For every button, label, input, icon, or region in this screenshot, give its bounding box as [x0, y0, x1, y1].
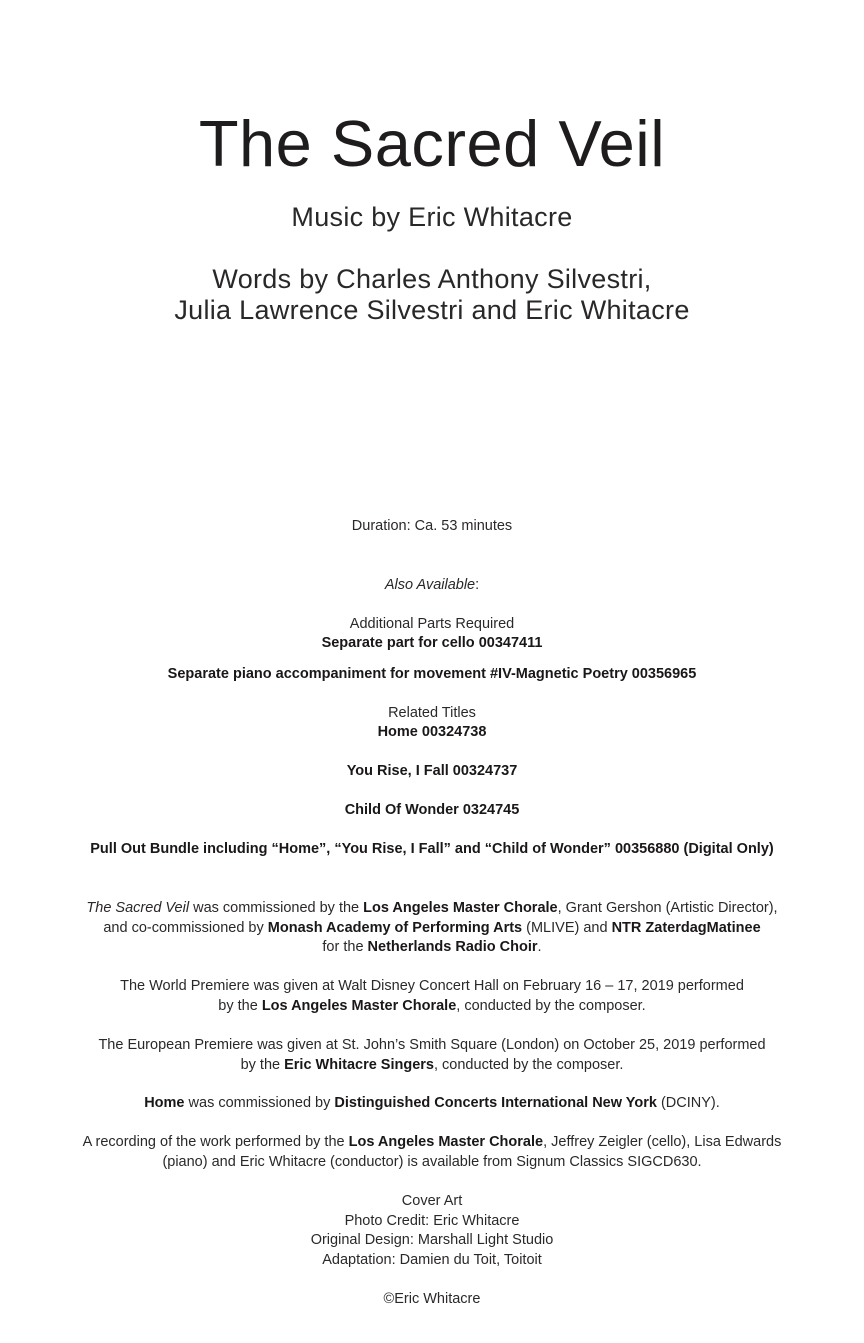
cover-art-credits	[0, 1192, 864, 1270]
related-title-item: Pull Out Bundle including “Home”, “You Rise, I Fall” and “Child of Wonder” 00356880 (Digital Only)	[90, 841, 774, 857]
cover-art-line: Adaptation: Damien du Toit, Toitoit	[322, 1251, 542, 1268]
copyright-notice: ©Eric Whitacre	[383, 1291, 481, 1307]
related-titles-heading: Related Titles	[388, 705, 476, 721]
lyricist-credit-line-1: Words by Charles Anthony Silvestri,	[212, 264, 652, 294]
related-title-item: Child Of Wonder 0324745	[344, 802, 520, 818]
additional-part-item: Separate piano accompaniment for movement #IV-Magnetic Poetry 00356965	[167, 666, 697, 682]
commission-line-1: The Sacred Veil was commissioned by the Los Angeles Master Chorale, Grant Gershon (Artistic Director),	[86, 900, 778, 916]
cover-art-heading: Cover Art	[401, 1193, 463, 1209]
recording-paragraph: A recording of the work performed by the Los Angeles Master Chorale, Jeffrey Zeigler (cello), Lisa Edwards (piano) and Eric Whitacre (conductor) is available from Signum Classics SIGCD630.	[82, 1134, 782, 1170]
home-commission-paragraph: Home was commissioned by Distinguished Concerts International New York (DCINY).	[144, 1095, 720, 1111]
cover-art-line: Photo Credit: Eric Whitacre	[344, 1212, 520, 1229]
commission-paragraph	[0, 899, 864, 958]
lyricist-credit	[0, 264, 864, 326]
commission-line-3: for the Netherlands Radio Choir.	[322, 939, 542, 955]
additional-parts-heading: Additional Parts Required	[349, 616, 515, 632]
related-title-item: Home 00324738	[377, 724, 487, 740]
lyricist-credit-line-2: Julia Lawrence Silvestri and Eric Whitacre	[174, 295, 690, 325]
related-title-item: You Rise, I Fall 00324737	[346, 763, 518, 779]
page-title: The Sacred Veil	[198, 107, 666, 180]
additional-part-item: Separate part for cello 00347411	[321, 635, 543, 651]
also-available-label: Also Available	[384, 577, 476, 593]
commission-line-2: and co-commissioned by Monash Academy of Performing Arts (MLIVE) and NTR ZaterdagMatinee	[103, 919, 761, 936]
cover-art-line: Original Design: Marshall Light Studio	[310, 1232, 554, 1248]
composer-credit: Music by Eric Whitacre	[291, 202, 573, 232]
world-premiere-paragraph: The World Premiere was given at Walt Disney Concert Hall on February 16 – 17, 2019 performed by the Los Angeles Master Chorale, conducted by the composer.	[120, 978, 744, 1014]
duration: Duration: Ca. 53 minutes	[351, 518, 513, 534]
also-available-heading: Also Available:	[384, 577, 480, 593]
european-premiere-paragraph: The European Premiere was given at St. John’s Smith Square (London) on October 25, 2019 performed by the Eric Whitacre Singers, conducted by the composer.	[98, 1037, 766, 1073]
